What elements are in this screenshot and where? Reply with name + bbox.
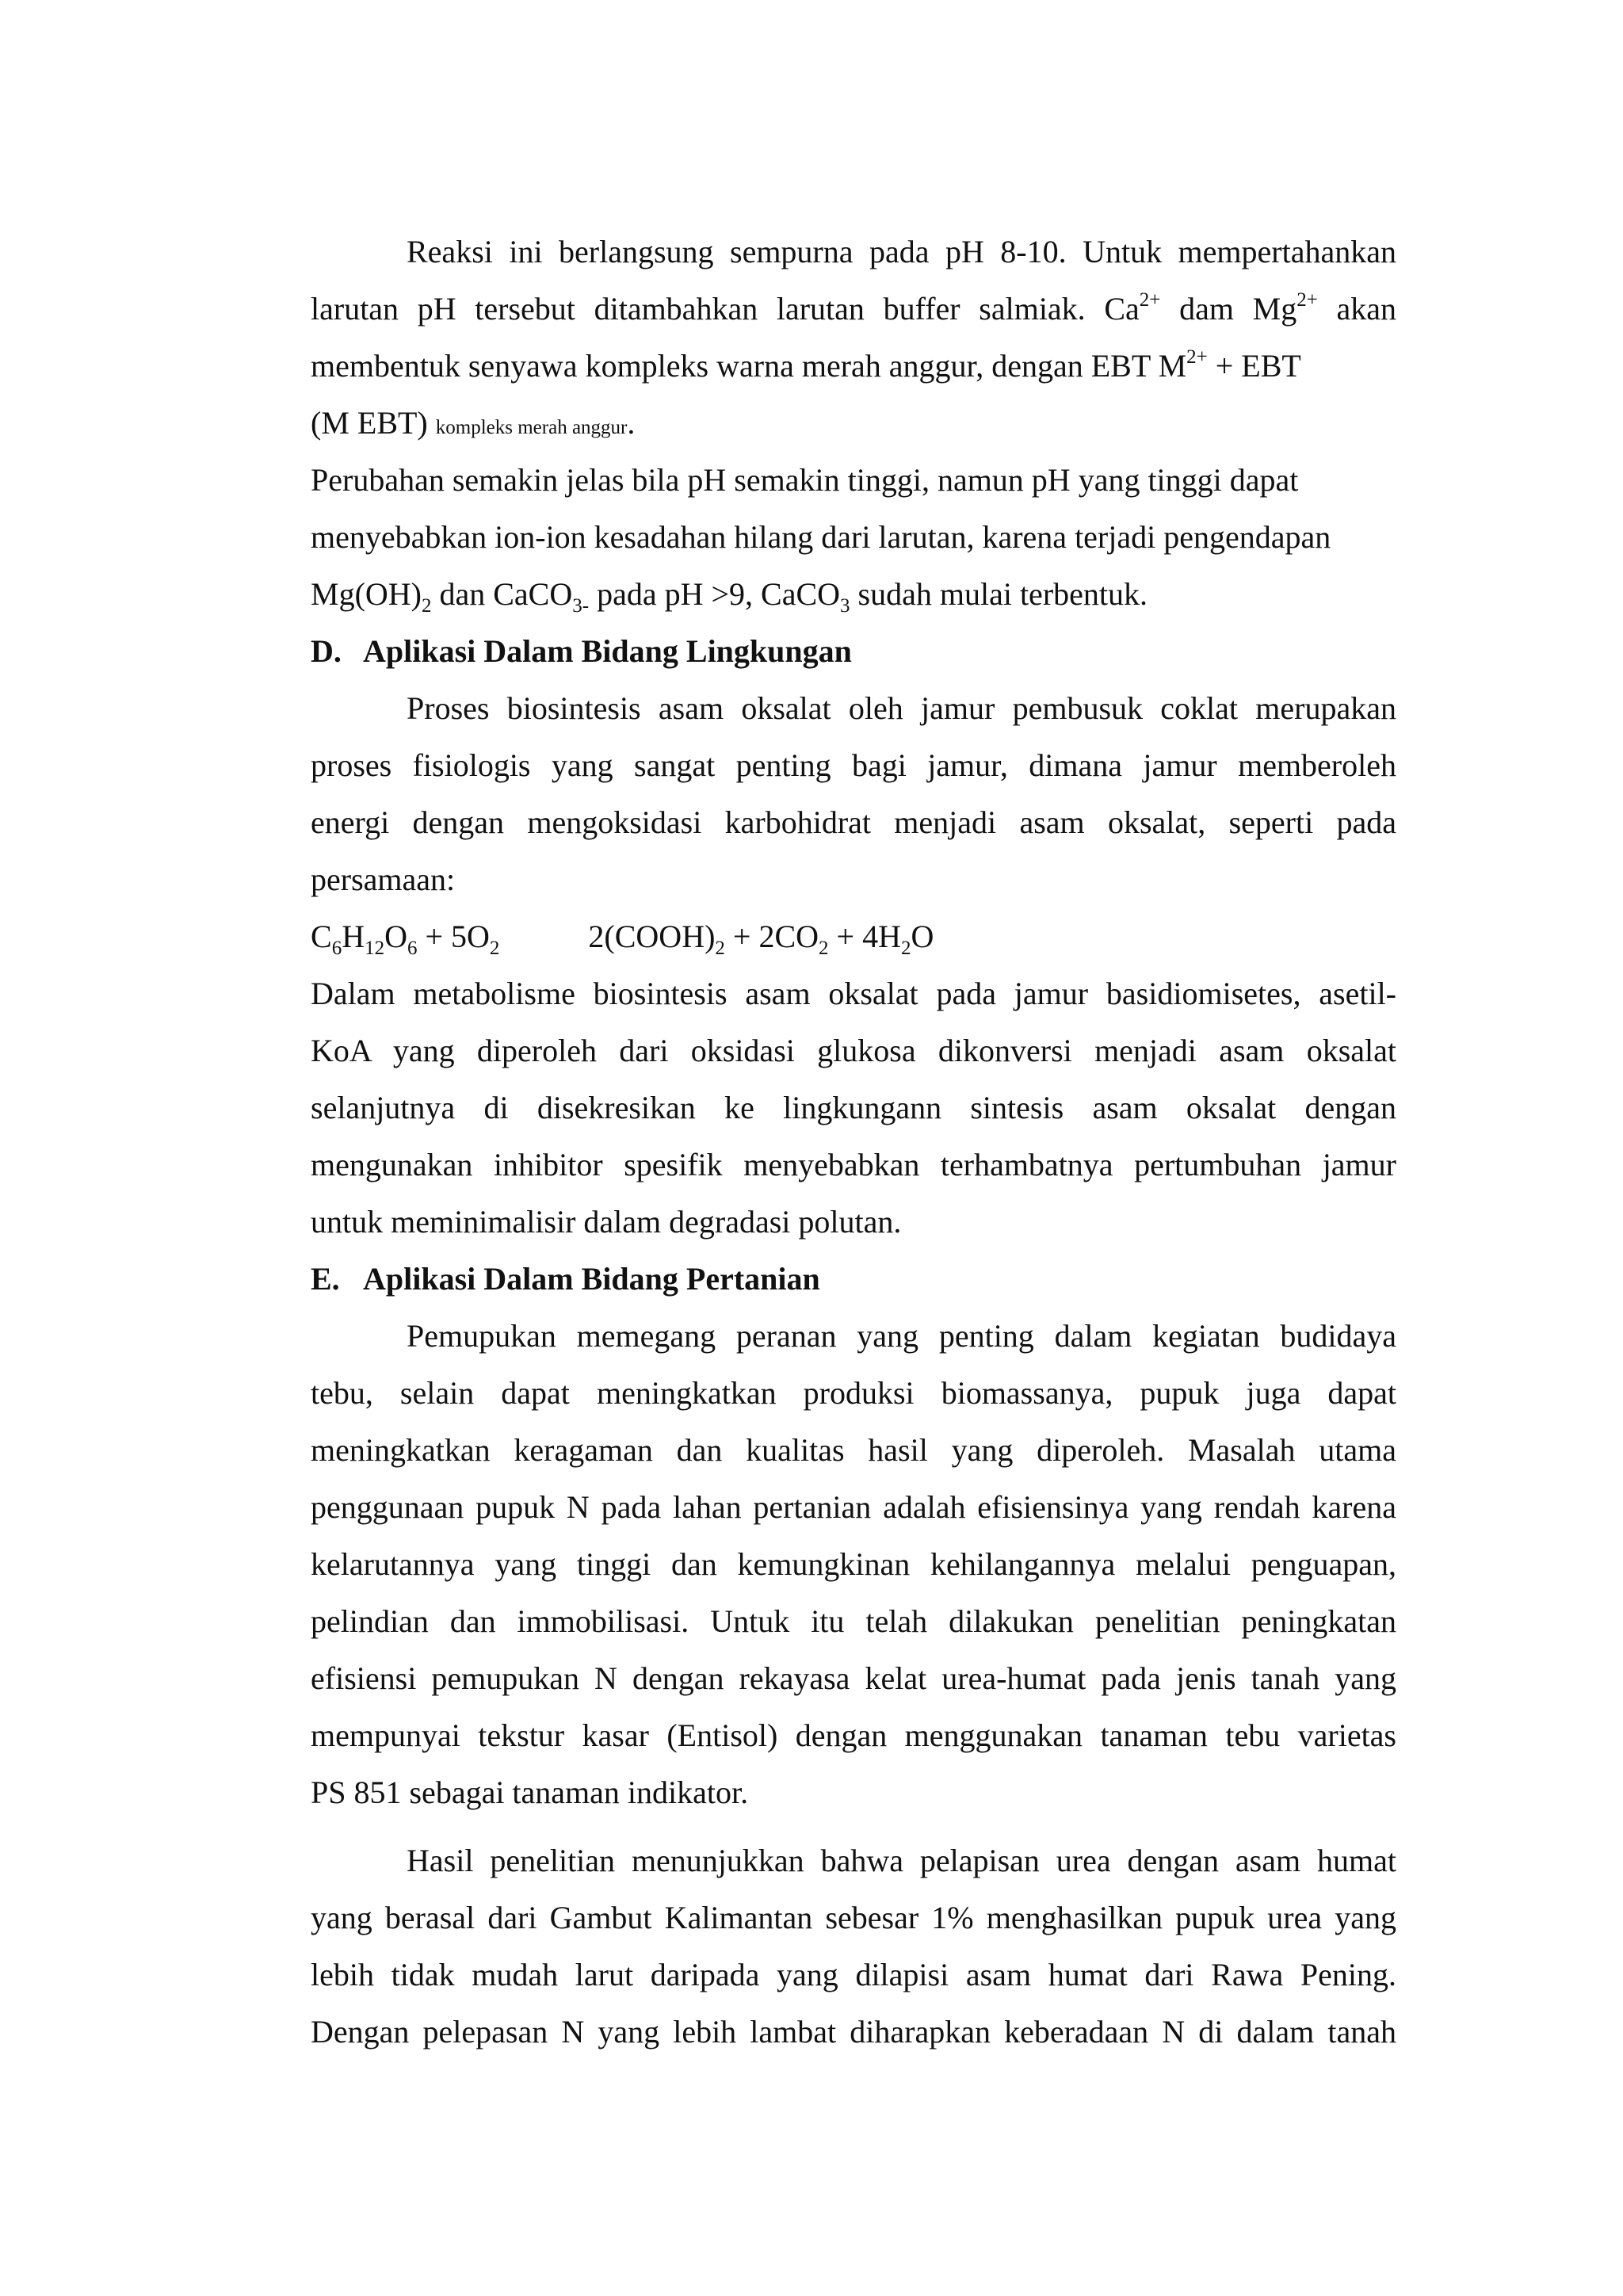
- paragraph-reaction: [311, 223, 1396, 452]
- subscript: 2: [421, 595, 432, 617]
- small-text: kompleks merah anggur: [435, 417, 628, 438]
- text-line: Dalam metabolisme biosintesis asam oksalat pada jamur basidiomisetes, asetil-: [311, 976, 1396, 1011]
- subscript: 6: [331, 938, 342, 959]
- text-line: selanjutnya di disekresikan ke lingkungann sintesis asam oksalat dengan: [311, 1090, 1396, 1125]
- paragraph-results: [311, 1832, 1396, 2061]
- text-line: penggunaan pupuk N pada lahan pertanian adalah efisiensinya yang rendah karena: [311, 1489, 1396, 1525]
- text-line: menyebabkan ion-ion kesadahan hilang dari larutan, karena terjadi pengendapan: [311, 519, 1331, 555]
- text-line: kelarutannya yang tinggi dan kemungkinan kehilangannya melalui penguapan,: [311, 1546, 1396, 1582]
- text-line: Pemupukan memegang peranan yang penting dalam kegiatan budidaya: [407, 1318, 1396, 1354]
- section-title: Aplikasi Dalam Bidang Lingkungan: [363, 633, 852, 669]
- text-line: PS 851 sebagai tanaman indikator.: [311, 1775, 749, 1810]
- text-line: (M EBT) kompleks merah anggur.: [311, 405, 636, 441]
- text-line: Proses biosintesis asam oksalat oleh jamur pembusuk coklat merupakan: [407, 690, 1396, 726]
- text-line: efisiensi pemupukan N dengan rekayasa kelat urea-humat pada jenis tanah yang: [311, 1660, 1396, 1696]
- section-letter: E.: [311, 1261, 340, 1297]
- subscript: 12: [365, 938, 385, 959]
- text-line: meningkatkan keragaman dan kualitas hasil yang diperoleh. Masalah utama: [311, 1432, 1396, 1468]
- chemical-equation: $C_6H_{12}O_6 + 5O_2$ $2(COOH)_2 + 2CO_2 + 4H_2O$: [311, 919, 934, 959]
- subscript: 6: [407, 938, 418, 959]
- subscript: 3: [840, 595, 850, 617]
- text-line: lebih tidak mudah larut daripada yang dilapisi asam humat dari Rawa Pening.: [311, 1957, 1396, 1992]
- text-line: tebu, selain dapat meningkatkan produksi biomassanya, pupuk juga dapat: [311, 1375, 1396, 1411]
- paragraph-metabolism: [311, 965, 1396, 1251]
- text-line: KoA yang diperoleh dari oksidasi glukosa dikonversi menjadi asam oksalat: [311, 1033, 1396, 1068]
- text-line: Reaksi ini berlangsung sempurna pada pH 8-10. Untuk mempertahankan: [407, 234, 1396, 269]
- paragraph-biosynthesis: [311, 680, 1396, 908]
- section-letter: D.: [311, 633, 342, 669]
- text-line: Hasil penelitian menunjukkan bahwa pelapisan urea dengan asam humat: [407, 1843, 1396, 1878]
- document-body: [311, 223, 1396, 2061]
- text-line: $Mg(OH)_2$ dan CaCO$_{3-}$ pada pH >9, CaCO$_3$ sudah mulai terbentuk.: [311, 576, 1148, 617]
- text-line: Dengan pelepasan N yang lebih lambat diharapkan keberadaan N di dalam tanah: [311, 2014, 1396, 2050]
- subscript: 2: [715, 938, 725, 959]
- text-line: membentuk senyawa kompleks warna merah anggur, dengan EBT $M^{2+}$ + EBT: [311, 346, 1301, 384]
- text-line: pelindian dan immobilisasi. Untuk itu telah dilakukan penelitian peningkatan: [311, 1603, 1396, 1639]
- text-line: mengunakan inhibitor spesifik menyebabkan terhambatnya pertumbuhan jamur: [311, 1147, 1396, 1182]
- subscript: 2: [489, 938, 500, 959]
- superscript: 2+: [1186, 346, 1208, 368]
- subscript: 3-: [572, 595, 590, 617]
- text-line: persamaan:: [311, 861, 456, 897]
- paragraph-spacer: [311, 1821, 1396, 1832]
- text-line: untuk meminimalisir dalam degradasi polutan.: [311, 1204, 902, 1240]
- text-line: larutan pH tersebut ditambahkan larutan buffer salmiak. $Ca^{2+}$ dam $Mg^{2+}$ akan: [311, 289, 1396, 327]
- section-title: Aplikasi Dalam Bidang Pertanian: [363, 1261, 820, 1297]
- text-line: yang berasal dari Gambut Kalimantan sebesar 1% menghasilkan pupuk urea yang: [311, 1900, 1396, 1935]
- paragraph-ph-change: [311, 452, 1396, 623]
- text-line: mempunyai tekstur kasar (Entisol) dengan menggunakan tanaman tebu varietas: [311, 1717, 1396, 1753]
- superscript: 2+: [1139, 289, 1161, 311]
- section-heading-e: [311, 1251, 1396, 1308]
- superscript: 2+: [1296, 289, 1318, 311]
- paragraph-fertilization: [311, 1308, 1396, 1821]
- subscript: 2: [819, 938, 829, 959]
- section-heading-d: [311, 623, 1396, 680]
- subscript: 2: [900, 938, 911, 959]
- text-line: Perubahan semakin jelas bila pH semakin tinggi, namun pH yang tinggi dapat: [311, 462, 1299, 498]
- text-line: proses fisiologis yang sangat penting bagi jamur, dimana jamur memberoleh: [311, 747, 1396, 783]
- text-line: energi dengan mengoksidasi karbohidrat menjadi asam oksalat, seperti pada: [311, 804, 1396, 840]
